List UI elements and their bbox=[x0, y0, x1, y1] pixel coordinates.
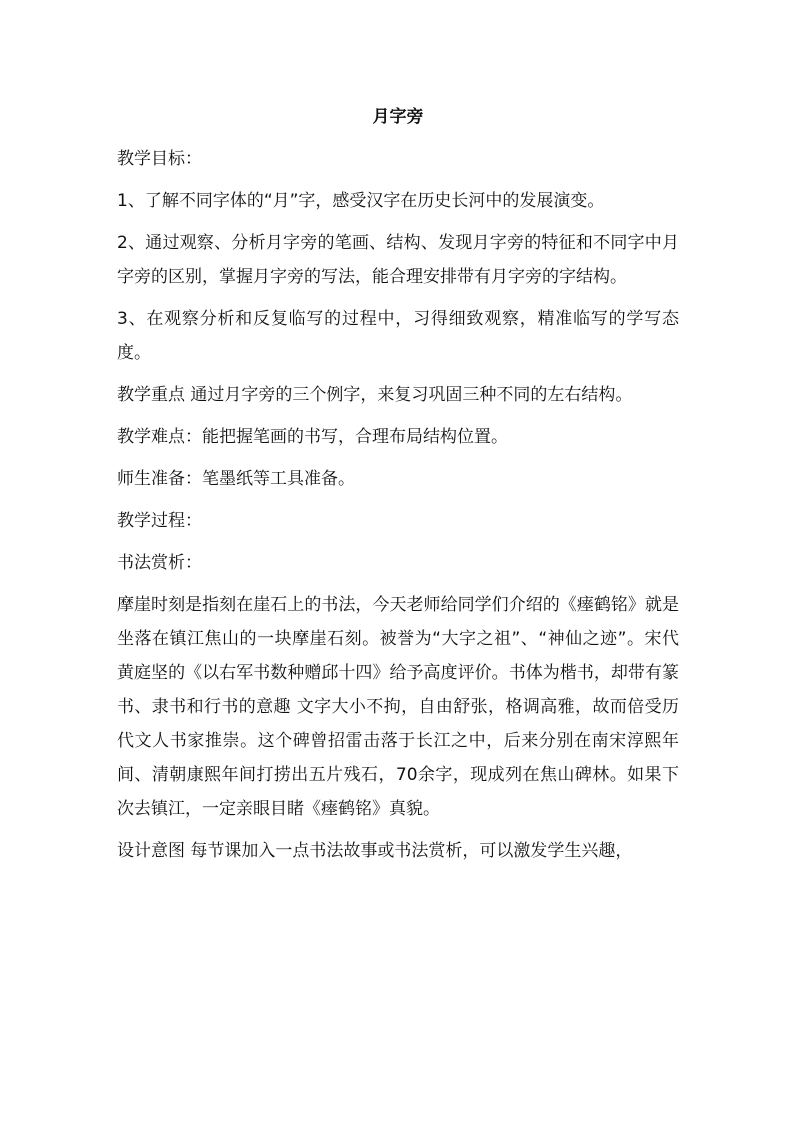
objective-3: 3、在观察分析和反复临写的过程中，习得细致观察，精准临写的学写态度。 bbox=[117, 309, 679, 363]
objective-1: 1、了解不同字体的“月”字，感受汉字在历史长河中的发展演变。 bbox=[117, 191, 605, 211]
objective-2: 2、通过观察、分析月字旁的笔画、结构、发现月字旁的特征和不同字中月字旁的区别，掌握月字旁的写法，能合理安排带有月字旁的字结构。 bbox=[117, 233, 679, 287]
document-body bbox=[117, 100, 679, 876]
preparation: 师生准备：笔墨纸等工具准备。 bbox=[117, 469, 355, 489]
document-title: 月字旁 bbox=[372, 107, 424, 127]
appreciation-paragraph: 摩崖时刻是指刻在崖石上的书法，今天老师给同学们介绍的《瘗鹤铭》就是坐落在镇江焦山的一块摩崖石刻。被誉为“大字之祖”、“神仙之迹”。宋代黄庭坚的《以右军书数种赠邱十四》给予高度评价。书体为楷书，却带有篆书、隶书和行书的意趣 文字大小不拘，自由舒张，格调高雅，故而倍受历代文人书家推崇。这个碑曾招雷击落于长江之中，后来分别在南宋淳熙年间、清朝康熙年间打捞出五片残石，70余字，现成列在焦山碑林。如果下次去镇江，一定亲眼目睹《瘗鹤铭》真貌。 bbox=[117, 595, 679, 819]
teaching-key-point: 教学重点 通过月字旁的三个例字，来复习巩固三种不同的左右结构。 bbox=[117, 385, 633, 405]
design-intent: 设计意图 每节课加入一点书法故事或书法赏析，可以激发学生兴趣， bbox=[117, 841, 633, 861]
section-heading-process: 教学过程： bbox=[117, 511, 202, 531]
teaching-difficulty: 教学难点：能把握笔画的书写，合理布局结构位置。 bbox=[117, 427, 508, 447]
section-heading-objectives: 教学目标： bbox=[117, 149, 202, 169]
section-heading-appreciation: 书法赏析： bbox=[117, 553, 202, 573]
